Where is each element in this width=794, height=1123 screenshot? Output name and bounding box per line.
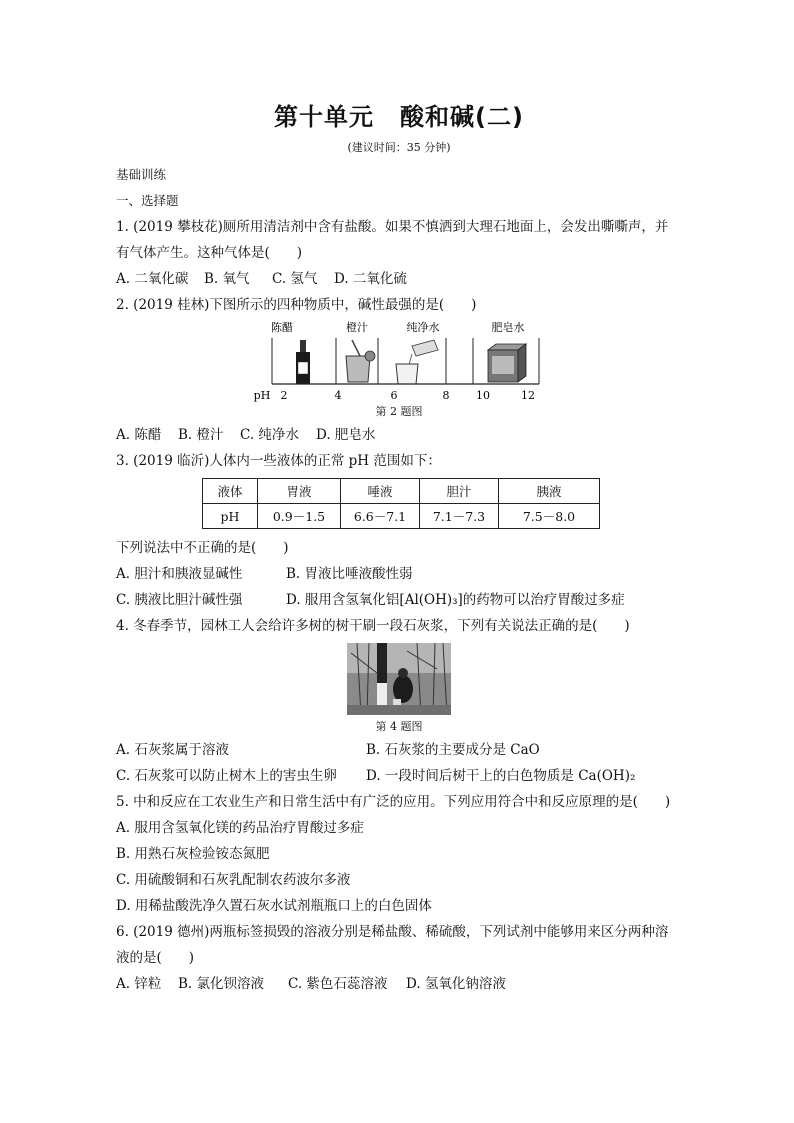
q2-options xyxy=(116,422,682,448)
ph-tick-6: 6 xyxy=(390,389,398,402)
table-cell: 7.1－7.3 xyxy=(420,504,499,529)
q2-stem: 2. (2019 桂林)下图所示的四种物质中，碱性最强的是( ) xyxy=(116,297,477,313)
label-orange-juice: 橙汁 xyxy=(346,321,368,334)
q3-option-a[interactable]: A. 胆汁和胰液显碱性 xyxy=(116,566,243,582)
ph-axis-ticks xyxy=(254,389,535,402)
ph-tick-2: 2 xyxy=(280,389,288,402)
ph-tick-12: 12 xyxy=(521,389,535,402)
vinegar-bottle-icon xyxy=(296,340,310,384)
label-pure-water: 纯净水 xyxy=(406,321,440,334)
table-cell: 胰液 xyxy=(499,479,600,504)
title-topic: 酸和碱(二) xyxy=(400,103,524,131)
table-cell: pH xyxy=(203,504,258,529)
q1-option-a[interactable]: A. 二氧化碳 xyxy=(116,271,189,287)
q2-option-b[interactable]: B. 橙汁 xyxy=(178,427,224,443)
q6-stem-line2: 液的是( ) xyxy=(116,950,195,966)
label-soapy-water: 肥皂水 xyxy=(491,321,525,334)
table-header-row xyxy=(203,479,600,504)
title-unit: 第十单元 xyxy=(274,103,375,131)
q3-stem: 3. (2019 临沂)人体内一些液体的正常 pH 范围如下： xyxy=(116,453,441,469)
tree-whitewash-photo-icon xyxy=(347,643,451,715)
q4-option-a[interactable]: A. 石灰浆属于溶液 xyxy=(116,742,229,758)
q2-ph-figure xyxy=(116,320,682,402)
q1-option-d[interactable]: D. 二氧化硫 xyxy=(334,271,407,287)
q2-caption: 第 2 题图 xyxy=(375,405,423,418)
q3-option-d[interactable]: D. 服用含氢氧化铝[Al(OH)₃]的药物可以治疗胃酸过多症 xyxy=(286,592,625,608)
q6-option-a[interactable]: A. 锌粒 xyxy=(116,976,162,992)
q3-prompt: 下列说法中不正确的是( ) xyxy=(116,540,289,556)
q4-options-row2 xyxy=(116,763,682,789)
q4-option-c[interactable]: C. 石灰浆可以防止树木上的害虫生卵 xyxy=(116,768,337,784)
q1-stem-line2: 有气体产生。这种气体是( ) xyxy=(116,245,303,261)
q1-option-b[interactable]: B. 氧气 xyxy=(204,271,250,287)
q4-option-d[interactable]: D. 一段时间后树干上的白色物质是 Ca(OH)₂ xyxy=(366,768,636,784)
q3-option-b[interactable]: B. 胃液比唾液酸性弱 xyxy=(286,566,413,582)
q2-option-d[interactable]: D. 肥皂水 xyxy=(316,427,376,443)
q1-option-c[interactable]: C. 氢气 xyxy=(272,271,318,287)
table-cell: 0.9－1.5 xyxy=(258,504,341,529)
q1-stem-line1: 1. (2019 攀枝花)厕所用清洁剂中含有盐酸。如果不慎洒到大理石地面上，会发出嘶嘶声，并 xyxy=(116,219,669,235)
q5-option-b[interactable]: B. 用熟石灰检验铵态氮肥 xyxy=(116,846,270,862)
q5-option-d[interactable]: D. 用稀盐酸洗净久置石灰水试剂瓶瓶口上的白色固体 xyxy=(116,898,432,914)
q5-option-c[interactable]: C. 用硫酸铜和石灰乳配制农药波尔多液 xyxy=(116,872,351,888)
page-title xyxy=(116,100,682,134)
q6-options xyxy=(116,971,682,997)
table-cell: 7.5－8.0 xyxy=(499,504,600,529)
table-cell: 胃液 xyxy=(258,479,341,504)
soap-box-icon xyxy=(488,344,526,382)
q6-option-d[interactable]: D. 氢氧化钠溶液 xyxy=(406,976,506,992)
ph-scale-diagram xyxy=(116,320,682,402)
ph-tick-10: 10 xyxy=(476,389,490,402)
label-vinegar: 陈醋 xyxy=(271,321,293,334)
ph-tick-8: 8 xyxy=(442,389,450,402)
q2-option-c[interactable]: C. 纯净水 xyxy=(240,427,299,443)
q2-option-a[interactable]: A. 陈醋 xyxy=(116,427,162,443)
suggested-time: (建议时间：35 分钟) xyxy=(347,141,451,154)
q3-options-row2 xyxy=(116,587,682,613)
q1-options xyxy=(116,266,682,292)
table-cell: 唾液 xyxy=(341,479,420,504)
table-cell: 6.6－7.1 xyxy=(341,504,420,529)
table-row xyxy=(203,504,600,529)
worksheet-page xyxy=(116,100,682,997)
ph-range-table xyxy=(202,478,600,529)
pure-water-icon xyxy=(396,340,438,384)
orange-juice-glass-icon xyxy=(346,340,375,382)
q4-options-row1 xyxy=(116,737,682,763)
q6-option-b[interactable]: B. 氯化钡溶液 xyxy=(178,976,265,992)
q4-stem: 4. 冬春季节，园林工人会给许多树的树干刷一段石灰浆，下列有关说法正确的是( ) xyxy=(116,618,630,634)
q4-caption: 第 4 题图 xyxy=(375,720,423,733)
q6-stem-line1: 6. (2019 德州)两瓶标签损毁的溶液分别是稀盐酸、稀硫酸，下列试剂中能够用来区分两种溶 xyxy=(116,924,669,940)
q5-stem: 5. 中和反应在工农业生产和日常生活中有广泛的应用。下列应用符合中和反应原理的是( ) xyxy=(116,794,671,810)
ph-tick-4: 4 xyxy=(334,389,342,402)
subsection-heading: 一、选择题 xyxy=(116,193,179,208)
q3-options-row1 xyxy=(116,561,682,587)
ph-axis-label: pH xyxy=(253,389,271,402)
q4-option-b[interactable]: B. 石灰浆的主要成分是 CaO xyxy=(366,742,540,758)
table-cell: 胆汁 xyxy=(420,479,499,504)
q5-option-a[interactable]: A. 服用含氢氧化镁的药品治疗胃酸过多症 xyxy=(116,820,364,836)
table-cell: 液体 xyxy=(203,479,258,504)
q6-option-c[interactable]: C. 紫色石蕊溶液 xyxy=(288,976,388,992)
section-heading: 基础训练 xyxy=(116,167,167,182)
q4-photo xyxy=(347,643,451,715)
q3-option-c[interactable]: C. 胰液比胆汁碱性强 xyxy=(116,592,243,608)
